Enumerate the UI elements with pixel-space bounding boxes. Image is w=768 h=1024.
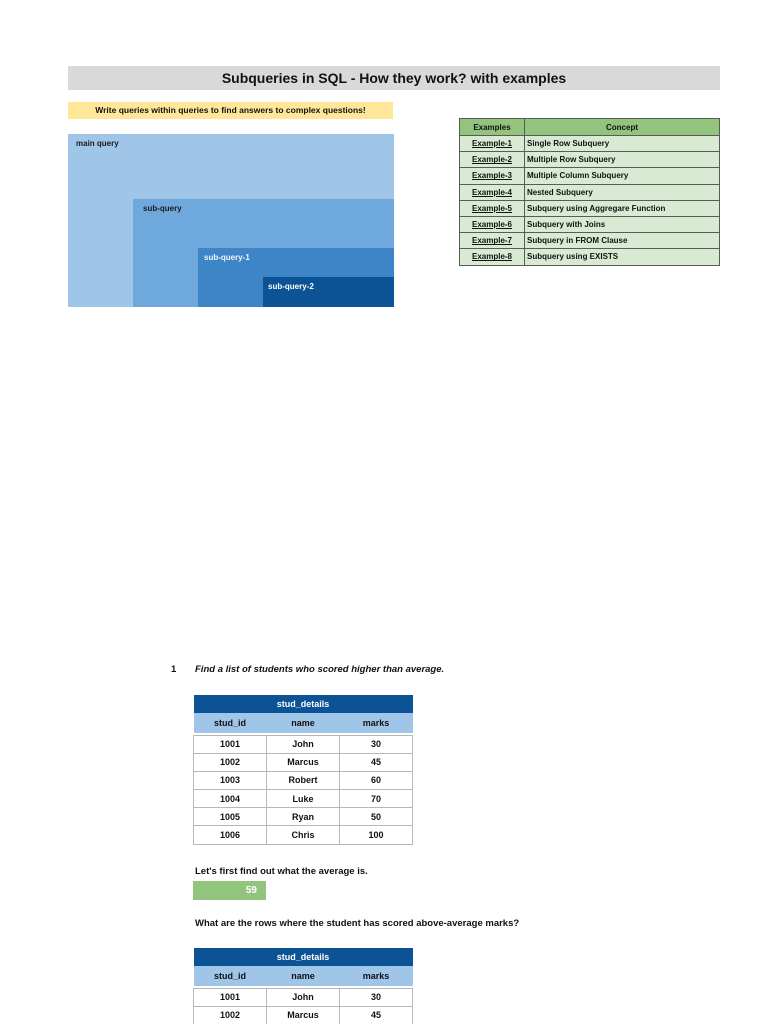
table-row [194, 753, 413, 771]
stud-id-cell: 1002 [194, 1006, 267, 1024]
table-caption: stud_details [194, 695, 413, 713]
name-header: name [267, 713, 340, 733]
table-row [194, 771, 413, 789]
example-link[interactable]: Example-3 [460, 168, 525, 184]
concept-cell: Multiple Row Subquery [525, 152, 720, 168]
main-query-label: main query [76, 139, 119, 148]
page-title: Subqueries in SQL - How they work? with examples [68, 66, 720, 90]
marks-cell: 50 [340, 808, 413, 826]
name-cell: Marcus [267, 1006, 340, 1024]
name-cell: John [267, 735, 340, 753]
stud-id-cell: 1003 [194, 771, 267, 789]
average-value: 59 [193, 881, 266, 900]
marks-header: marks [340, 713, 413, 733]
stud-id-cell: 1006 [194, 826, 267, 844]
table-row [194, 808, 413, 826]
marks-cell: 100 [340, 826, 413, 844]
example-link[interactable]: Example-5 [460, 200, 525, 216]
sub-query-1-label: sub-query-1 [204, 253, 250, 262]
marks-cell: 45 [340, 753, 413, 771]
table-row [460, 136, 720, 152]
table-row [194, 988, 413, 1006]
table-row [460, 216, 720, 232]
name-cell: John [267, 988, 340, 1006]
name-cell: Ryan [267, 808, 340, 826]
marks-cell: 60 [340, 771, 413, 789]
sub-query-label: sub-query [143, 204, 182, 213]
concept-cell: Subquery in FROM Clause [525, 233, 720, 249]
rows-prompt: What are the rows where the student has scored above-average marks? [195, 918, 520, 929]
stud-details-table [193, 695, 413, 845]
name-cell: Robert [267, 771, 340, 789]
table-row [460, 184, 720, 200]
concept-cell: Subquery using Aggregare Function [525, 200, 720, 216]
table-caption: stud_details [194, 948, 413, 966]
name-cell: Marcus [267, 753, 340, 771]
concept-cell: Multiple Column Subquery [525, 168, 720, 184]
concept-header: Concept [525, 119, 720, 136]
table-row [460, 200, 720, 216]
stud-id-cell: 1005 [194, 808, 267, 826]
examples-table [459, 118, 720, 266]
sub-query-2-label: sub-query-2 [268, 282, 314, 291]
example-link[interactable]: Example-1 [460, 136, 525, 152]
example-link[interactable]: Example-8 [460, 249, 525, 265]
marks-cell: 30 [340, 988, 413, 1006]
table-row [460, 168, 720, 184]
table-row [460, 249, 720, 265]
name-cell: Luke [267, 790, 340, 808]
stud-id-cell: 1002 [194, 753, 267, 771]
stud-details-table-2 [193, 948, 413, 1024]
question-text: Find a list of students who scored higher than average. [195, 664, 445, 675]
table-row [194, 826, 413, 844]
stud-id-header: stud_id [194, 713, 267, 733]
table-row [460, 152, 720, 168]
example-link[interactable]: Example-6 [460, 216, 525, 232]
name-header: name [267, 966, 340, 986]
example-link[interactable]: Example-4 [460, 184, 525, 200]
stud-id-cell: 1001 [194, 735, 267, 753]
intro-note: Write queries within queries to find answers to complex questions! [68, 102, 393, 119]
name-cell: Chris [267, 826, 340, 844]
sub-query-2-block [263, 277, 394, 307]
table-row [194, 1006, 413, 1024]
example-link[interactable]: Example-7 [460, 233, 525, 249]
marks-header: marks [340, 966, 413, 986]
stud-id-cell: 1004 [194, 790, 267, 808]
table-row [194, 735, 413, 753]
question-number: 1 [171, 664, 177, 675]
stud-id-header: stud_id [194, 966, 267, 986]
average-prompt: Let's first find out what the average is. [195, 866, 368, 877]
table-row [194, 790, 413, 808]
marks-cell: 70 [340, 790, 413, 808]
example-link[interactable]: Example-2 [460, 152, 525, 168]
stud-id-cell: 1001 [194, 988, 267, 1006]
concept-cell: Subquery with Joins [525, 216, 720, 232]
marks-cell: 30 [340, 735, 413, 753]
examples-header: Examples [460, 119, 525, 136]
concept-cell: Nested Subquery [525, 184, 720, 200]
marks-cell: 45 [340, 1006, 413, 1024]
table-row [460, 233, 720, 249]
concept-cell: Subquery using EXISTS [525, 249, 720, 265]
concept-cell: Single Row Subquery [525, 136, 720, 152]
